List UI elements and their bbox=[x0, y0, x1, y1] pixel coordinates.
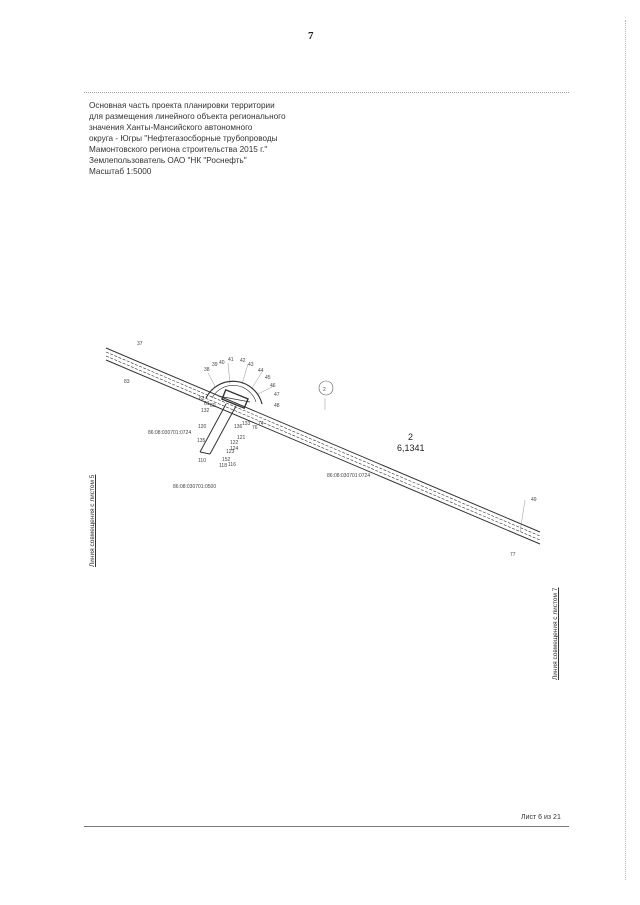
corridor-line-inner-bottom bbox=[106, 356, 540, 540]
point-label: 124 bbox=[230, 446, 239, 452]
point-label: 74 bbox=[258, 421, 264, 427]
point-label: 37 bbox=[137, 341, 143, 347]
sheet-number: Лист 6 из 21 bbox=[521, 814, 561, 821]
branch-end bbox=[200, 452, 210, 454]
header-line: Землепользователь ОАО "НК "Роснефть" bbox=[89, 156, 247, 165]
point-labels bbox=[124, 341, 537, 558]
point-label: 43 bbox=[248, 362, 254, 368]
cadastral-label: 86:08:030701:0724 bbox=[148, 430, 192, 436]
point-label: 40 bbox=[219, 360, 225, 366]
point-label: 118 bbox=[219, 463, 227, 469]
point-label: 44 bbox=[258, 368, 264, 374]
header-line: Мамонтовского региона строительства 2015 г." bbox=[89, 145, 268, 154]
circle-marker-label: 2 bbox=[323, 387, 326, 393]
parcel-area: 6,1341 bbox=[397, 443, 425, 453]
point-label: 122 bbox=[230, 440, 239, 446]
header-line: для размещения линейного объекта регионального bbox=[89, 112, 286, 121]
point-label: 133 bbox=[242, 421, 251, 427]
corridor-line-inner-top bbox=[106, 352, 540, 536]
point-label: 132 bbox=[201, 408, 210, 414]
point-label: 61 bbox=[204, 401, 210, 407]
point-label: 77 bbox=[510, 552, 516, 558]
point-label: 136 bbox=[234, 424, 243, 430]
point-label: 48 bbox=[274, 403, 280, 409]
point-label: 60 bbox=[210, 403, 216, 409]
cadastral-label: 86:08:030701:0724 bbox=[327, 473, 371, 479]
page-number: 7 bbox=[308, 30, 314, 42]
header-line: значения Ханты-Мансийского автономного bbox=[89, 123, 253, 132]
point-label: 42 bbox=[240, 358, 246, 364]
left-match-line-label: Линия совмещения с листом 5 bbox=[89, 474, 96, 567]
header-line: округа - Югры "Нефтегазосборные трубопроводы bbox=[89, 134, 278, 143]
pipeline-corridor bbox=[106, 348, 540, 544]
frame-bottom-border bbox=[84, 826, 569, 827]
point-label: 120 bbox=[198, 424, 207, 430]
point-label: 39 bbox=[212, 362, 218, 368]
point-label: 45 bbox=[265, 375, 271, 381]
right-match-line-label: Линия совмещения с листом 7 bbox=[552, 587, 559, 680]
point-label: 46 bbox=[270, 383, 276, 389]
point-label: 135 bbox=[197, 438, 206, 444]
point-label: 110 bbox=[198, 458, 206, 464]
point-label: 38 bbox=[204, 367, 210, 373]
scale-line: Масштаб 1:5000 bbox=[89, 167, 152, 176]
cadastral-label: 86:08:030701:0500 bbox=[173, 484, 217, 490]
parcel-number: 2 bbox=[408, 432, 414, 442]
point-label: 83 bbox=[124, 379, 130, 385]
point-label: 121 bbox=[237, 435, 246, 441]
point-label: 123 bbox=[226, 449, 235, 455]
header-line: Основная часть проекта планировки территории bbox=[89, 101, 275, 110]
point-label: 76 bbox=[252, 425, 258, 431]
corridor-line-outer-top bbox=[106, 348, 540, 532]
point-label: 49 bbox=[531, 497, 537, 503]
leader-lines bbox=[208, 363, 525, 532]
point-label: 62 bbox=[199, 396, 205, 402]
point-label: 41 bbox=[228, 357, 234, 363]
branch-corridor bbox=[200, 390, 248, 454]
point-label: 152 bbox=[222, 457, 231, 463]
parcel-circle-marker bbox=[319, 381, 333, 395]
point-label: 47 bbox=[274, 392, 280, 398]
point-label: 116 bbox=[228, 462, 236, 468]
